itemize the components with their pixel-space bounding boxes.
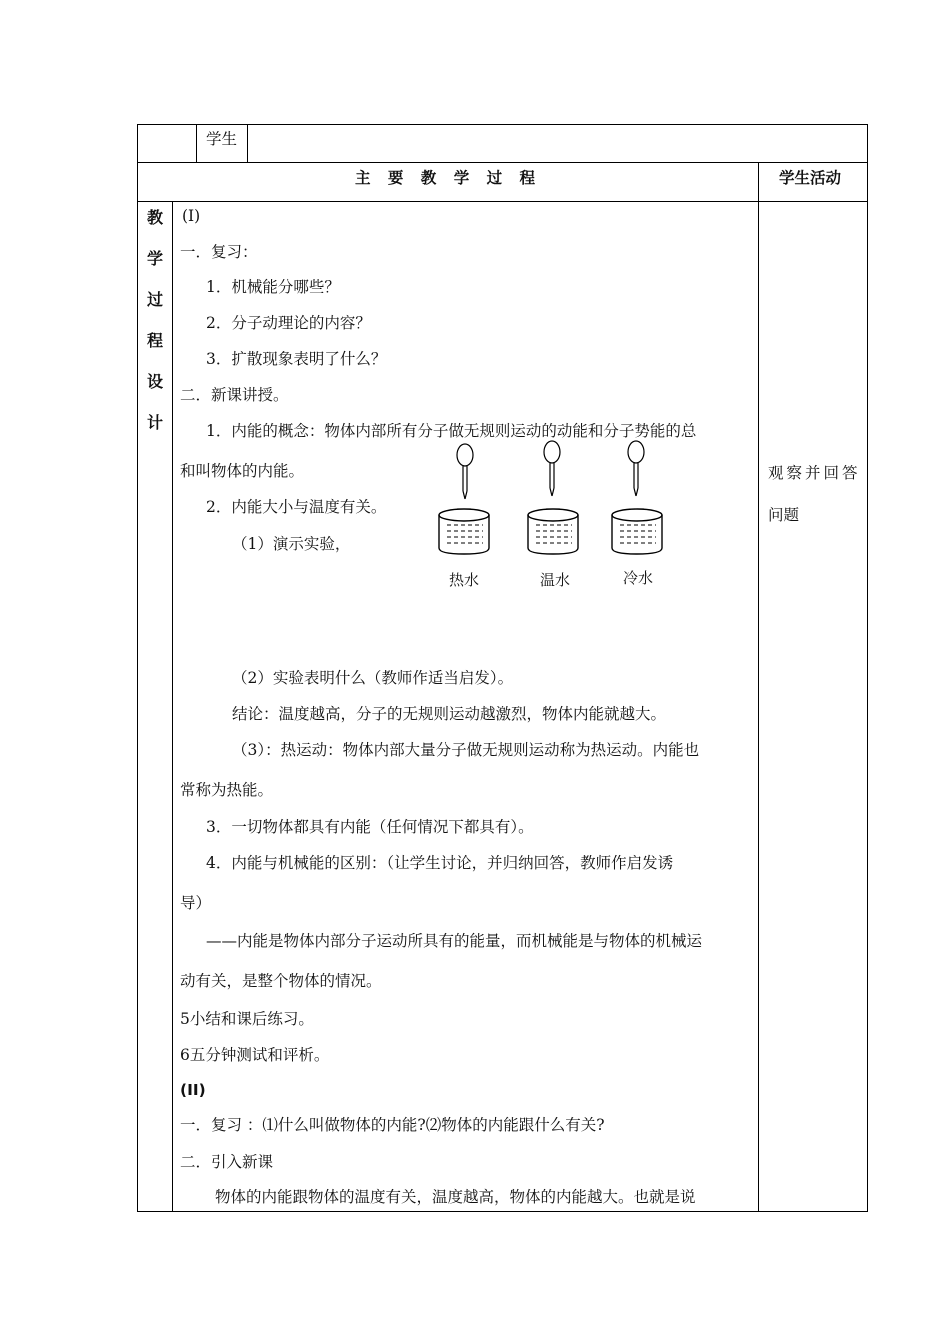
left-vertical-label (138, 210, 172, 456)
activity-text-line1: 观察并回答 (768, 464, 861, 482)
beaker-label-hot: 热水 (449, 571, 480, 589)
vertical-char: 教 (146, 208, 163, 227)
explain-line-1: ——内能是物体内部分子运动所具有的能量，而机械能是与物体的机械运 (206, 932, 703, 950)
beaker-hot (439, 509, 489, 554)
vertical-char: 过 (146, 290, 163, 309)
dropper-cold (628, 441, 644, 496)
col-divider-left (172, 201, 173, 1212)
intro-heading: 二．引入新课 (180, 1153, 274, 1171)
difference-line-2: 导） (180, 894, 212, 912)
part2-label: (II) (180, 1081, 206, 1099)
top-row-label: 学生 (206, 130, 238, 148)
intro-text: 物体的内能跟物体的温度有关，温度越高，物体的内能越大。也就是说 (215, 1188, 696, 1206)
header-main-process: 主 要 教 学 过 程 (355, 169, 541, 187)
review-question-1: 1．机械能分哪些？ (206, 278, 340, 296)
explain-line-2: 动有关，是整个物体的情况。 (180, 972, 382, 990)
concept-line-2: 和叫物体的内能。 (180, 462, 305, 480)
beaker-label-cold: 冷水 (623, 569, 654, 587)
beaker-warm (528, 509, 578, 554)
col-divider-top-a (196, 124, 197, 162)
vertical-char: 程 (146, 331, 163, 350)
review-heading: 一．复习： (180, 243, 258, 261)
vertical-char: 计 (146, 413, 163, 432)
new-lesson-heading: 二．新课讲授。 (180, 386, 289, 404)
experiment-question: （2）实验表明什么（教师作适当启发）。 (232, 669, 514, 687)
difference-line-1: 4．内能与机械能的区别：（让学生讨论，并归纳回答，教师作启发诱 (206, 854, 674, 872)
header-student-activity: 学生活动 (779, 169, 842, 187)
conclusion: 结论：温度越高，分子的无规则运动越激烈，物体内能就越大。 (232, 705, 667, 723)
vertical-char: 学 (146, 249, 163, 268)
beaker-cold (612, 509, 662, 554)
five-minute-test: 6五分钟测试和评析。 (180, 1046, 330, 1064)
activity-text-line2: 问题 (768, 506, 800, 524)
dropper-hot (457, 444, 473, 499)
temperature-relation: 2．内能大小与温度有关。 (206, 498, 387, 516)
col-divider-right (758, 162, 759, 1212)
dropper-warm (544, 441, 560, 496)
concept-line-1: 1．内能的概念：物体内部所有分子做无规则运动的动能和分子势能的总 (206, 422, 697, 440)
summary: 5小结和课后练习。 (180, 1010, 314, 1028)
col-divider-top-b (247, 124, 248, 162)
thermal-motion-line-2: 常称为热能。 (180, 781, 274, 799)
beaker-label-warm: 温水 (540, 571, 571, 589)
demo-experiment: （1）演示实验， (232, 535, 351, 553)
review-question-2: 2．分子动理论的内容？ (206, 314, 371, 332)
review-part2: 一．复习 ：⑴什么叫做物体的内能?⑵物体的内能跟什么有关? (180, 1116, 605, 1134)
vertical-char: 设 (146, 372, 163, 391)
thermal-motion-line-1: （3）：热运动：物体内部大量分子做无规则运动称为热运动。内能也 (232, 741, 700, 759)
review-question-3: 3．扩散现象表明了什么？ (206, 350, 387, 368)
all-objects-internal-energy: 3．一切物体都具有内能（任何情况下都具有）。 (206, 818, 534, 836)
part1-label: (I) (182, 207, 201, 225)
